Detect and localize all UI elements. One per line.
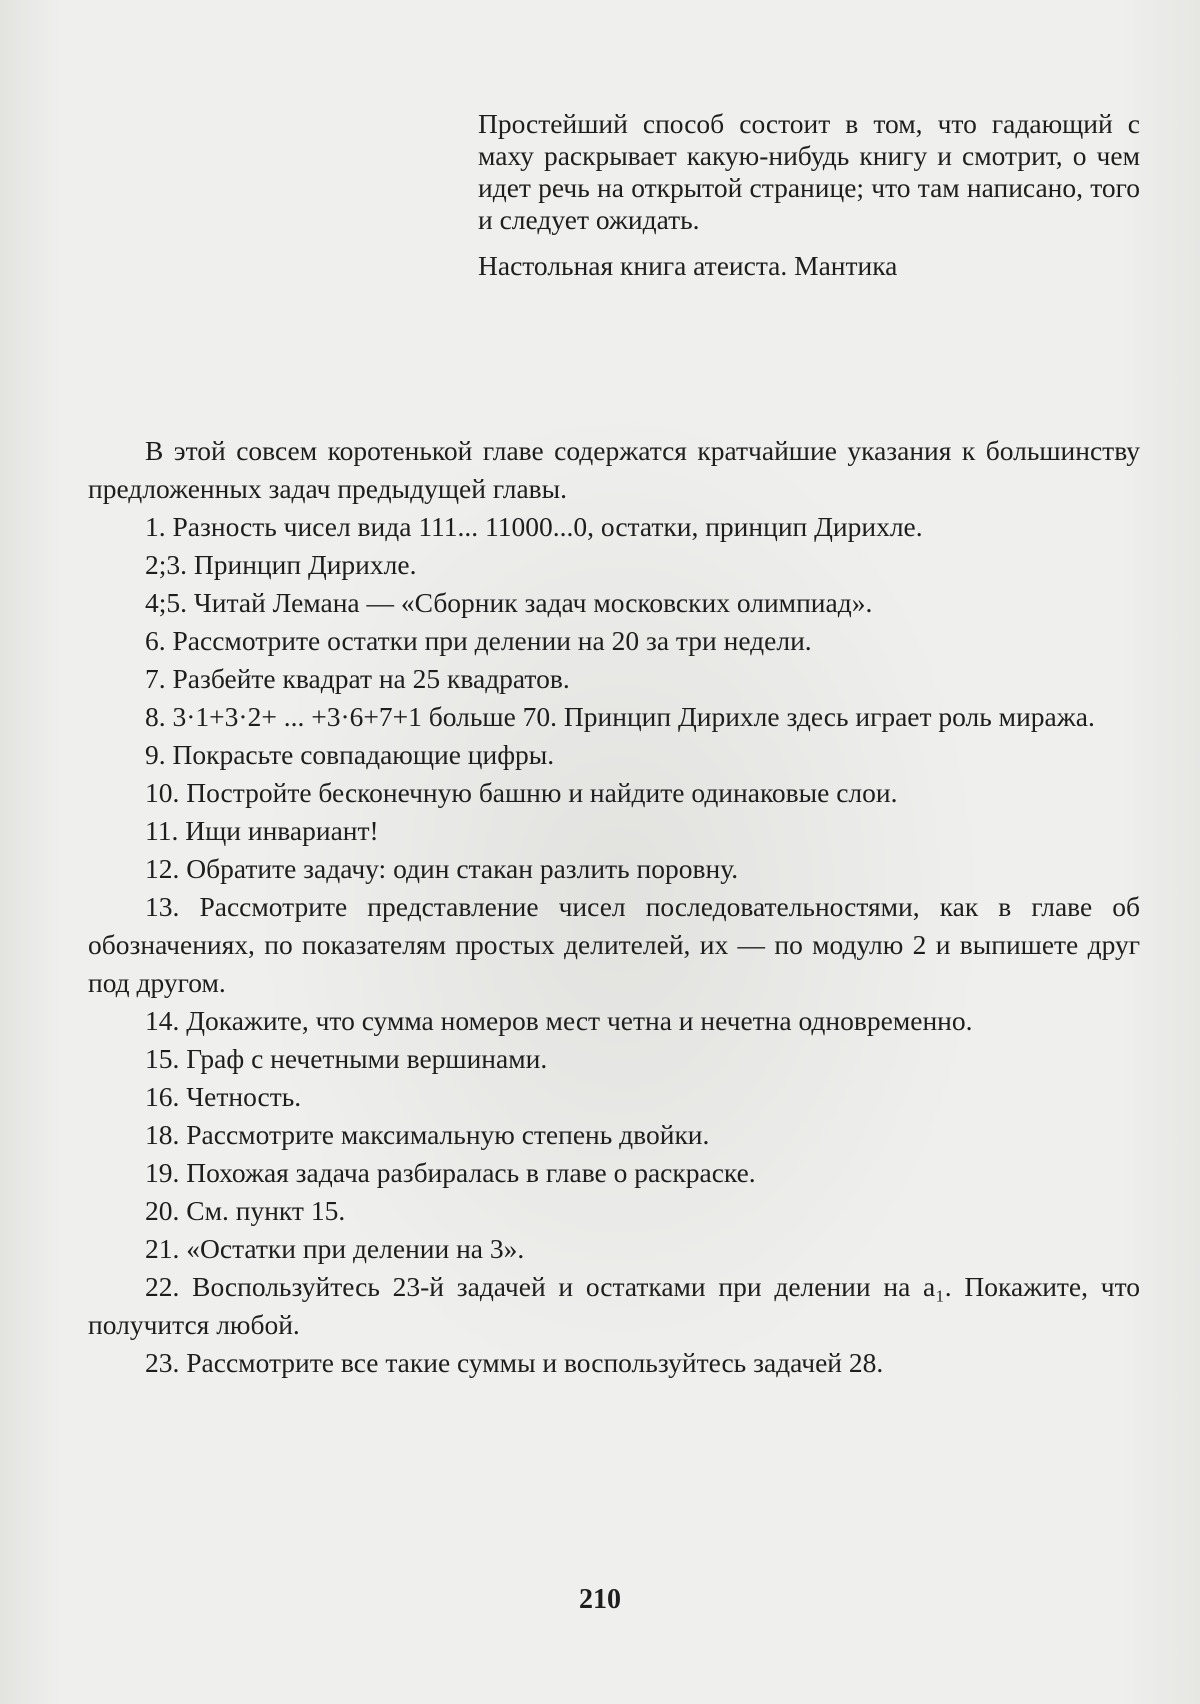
- hint-item: 20. См. пункт 15.: [145, 1195, 346, 1226]
- hint-item: 2;3. Принцип Дирихле.: [145, 549, 417, 580]
- hint-item: 6. Рассмотрите остатки при делении на 20 за три недели.: [145, 625, 812, 656]
- hint-item: 21. «Остатки при делении на 3».: [145, 1233, 525, 1264]
- hint-item: 16. Четность.: [145, 1081, 302, 1112]
- hint-item: 11. Ищи инвариант!: [145, 815, 379, 846]
- hint-item: 12. Обратите задачу: один стакан разлить поровну.: [145, 853, 739, 884]
- hint-item: 15. Граф с нечетными вершинами.: [145, 1043, 548, 1074]
- epigraph: [478, 108, 1140, 282]
- intro-paragraph: В этой совсем коротенькой главе содержатся кратчайшие указания к большинству предложенных задач предыдущей главы.: [88, 435, 1140, 504]
- page-number: 210: [579, 1584, 621, 1615]
- hint-item: 18. Рассмотрите максимальную степень двойки.: [145, 1119, 710, 1150]
- hint-item: 4;5. Читай Лемана — «Сборник задач московских олимпиад».: [145, 587, 873, 618]
- chapter-text: [88, 432, 1140, 1382]
- hint-item: 9. Покрасьте совпадающие цифры.: [145, 739, 555, 770]
- hint-item: 14. Докажите, что сумма номеров мест четна и нечетна одновременно.: [145, 1005, 973, 1036]
- epigraph-quote: Простейший способ состоит в том, что гадающий с маху раскрывает какую-нибудь книгу и смотрит, о чем идет речь на открытой странице; что там написано, того и следует ожидать.: [478, 108, 1140, 235]
- hint-item: 1. Разность чисел вида 111... 11000...0, остатки, принцип Дирихле.: [145, 511, 923, 542]
- epigraph-source: Настольная книга атеиста. Мантика: [478, 250, 898, 281]
- hint-item: 8. 3·1+3·2+ ... +3·6+7+1 больше 70. Принцип Дирихле здесь играет роль миража.: [145, 701, 1095, 732]
- hint-item: 7. Разбейте квадрат на 25 квадратов.: [145, 663, 570, 694]
- hint-item: 23. Рассмотрите все такие суммы и воспользуйтесь задачей 28.: [145, 1347, 884, 1378]
- hint-item: 19. Похожая задача разбиралась в главе о раскраске.: [145, 1157, 756, 1188]
- hint-item: 22. Воспользуйтесь 23-й задачей и остатками при делении на a₁. Покажите, что получится любой.: [88, 1271, 1140, 1340]
- hint-item: 10. Постройте бесконечную башню и найдите одинаковые слои.: [145, 777, 898, 808]
- hint-item: 13. Рассмотрите представление чисел последовательностями, как в главе об обозначениях, по показателям простых делителей, их — по модулю 2 и выпишете друг под другом.: [88, 891, 1140, 998]
